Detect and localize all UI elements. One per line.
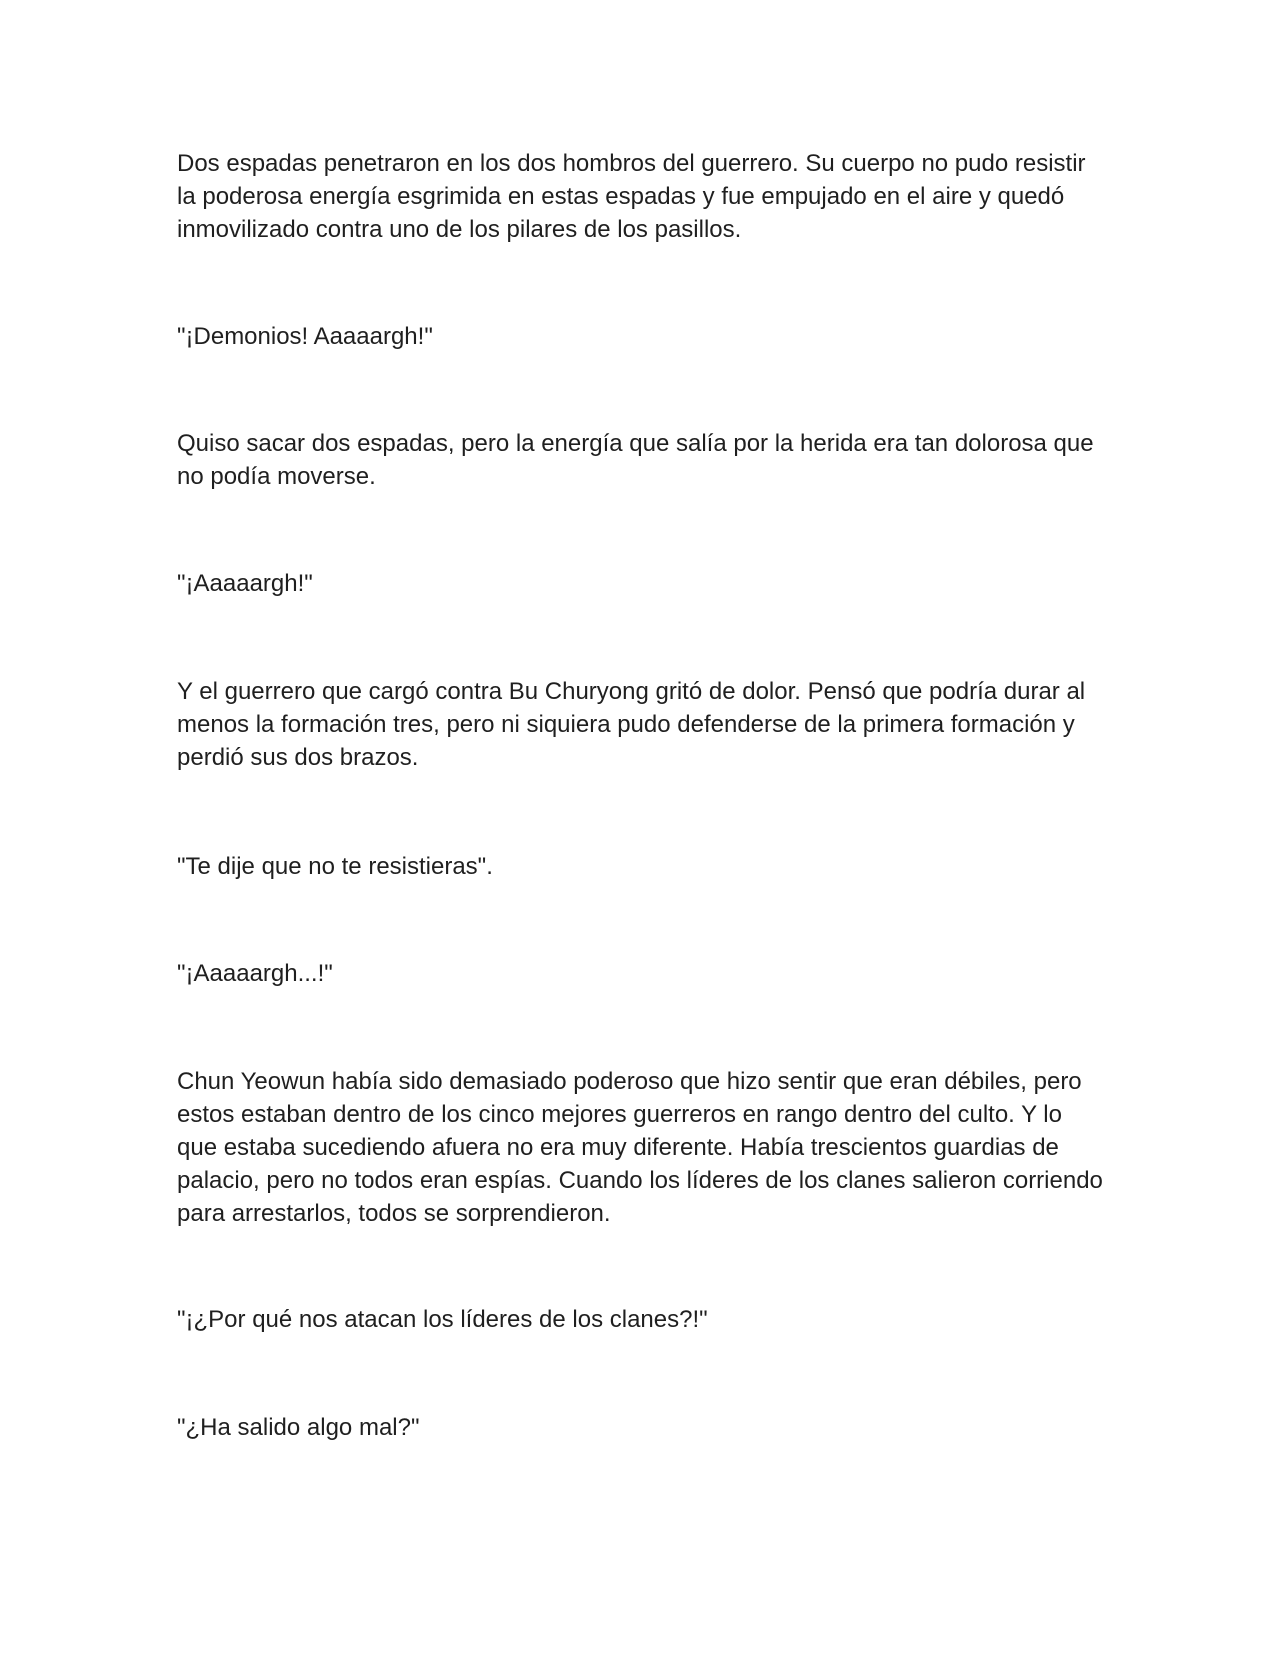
paragraph-narration: Chun Yeowun había sido demasiado poderoso que hizo sentir que eran débiles, pero estos estaban dentro de los cinco mejores guerreros en rango dentro del culto. Y lo que estaba sucediendo afuera no era muy diferente. Había trescientos guardias de palacio, pero no todos eran espías. Cuando los líderes de los clanes salieron corriendo para arrestarlos, todos se sorprendieron.: [177, 1068, 1103, 1227]
paragraph-dialogue: "¿Ha salido algo mal?": [177, 1414, 420, 1441]
paragraph-narration: Quiso sacar dos espadas, pero la energía que salía por la herida era tan dolorosa que no podía moverse.: [177, 430, 1094, 490]
paragraph-narration: Dos espadas penetraron en los dos hombros del guerrero. Su cuerpo no pudo resistir la poderosa energía esgrimida en estas espadas y fue empujado en el aire y quedó inmovilizado contra uno de los pilares de los pasillos.: [177, 150, 1086, 243]
paragraph-dialogue: "¡Aaaaargh...!": [177, 960, 333, 987]
paragraph-dialogue: "Te dije que no te resistieras".: [177, 853, 493, 880]
paragraph-dialogue: "¡¿Por qué nos atacan los líderes de los clanes?!": [177, 1306, 708, 1333]
paragraph-dialogue: "¡Aaaaargh!": [177, 570, 313, 597]
paragraph-narration: Y el guerrero que cargó contra Bu Churyong gritó de dolor. Pensó que podría durar al menos la formación tres, pero ni siquiera pudo defenderse de la primera formación y perdió sus dos brazos.: [177, 678, 1086, 771]
paragraph-dialogue: "¡Demonios! Aaaaargh!": [177, 323, 433, 350]
